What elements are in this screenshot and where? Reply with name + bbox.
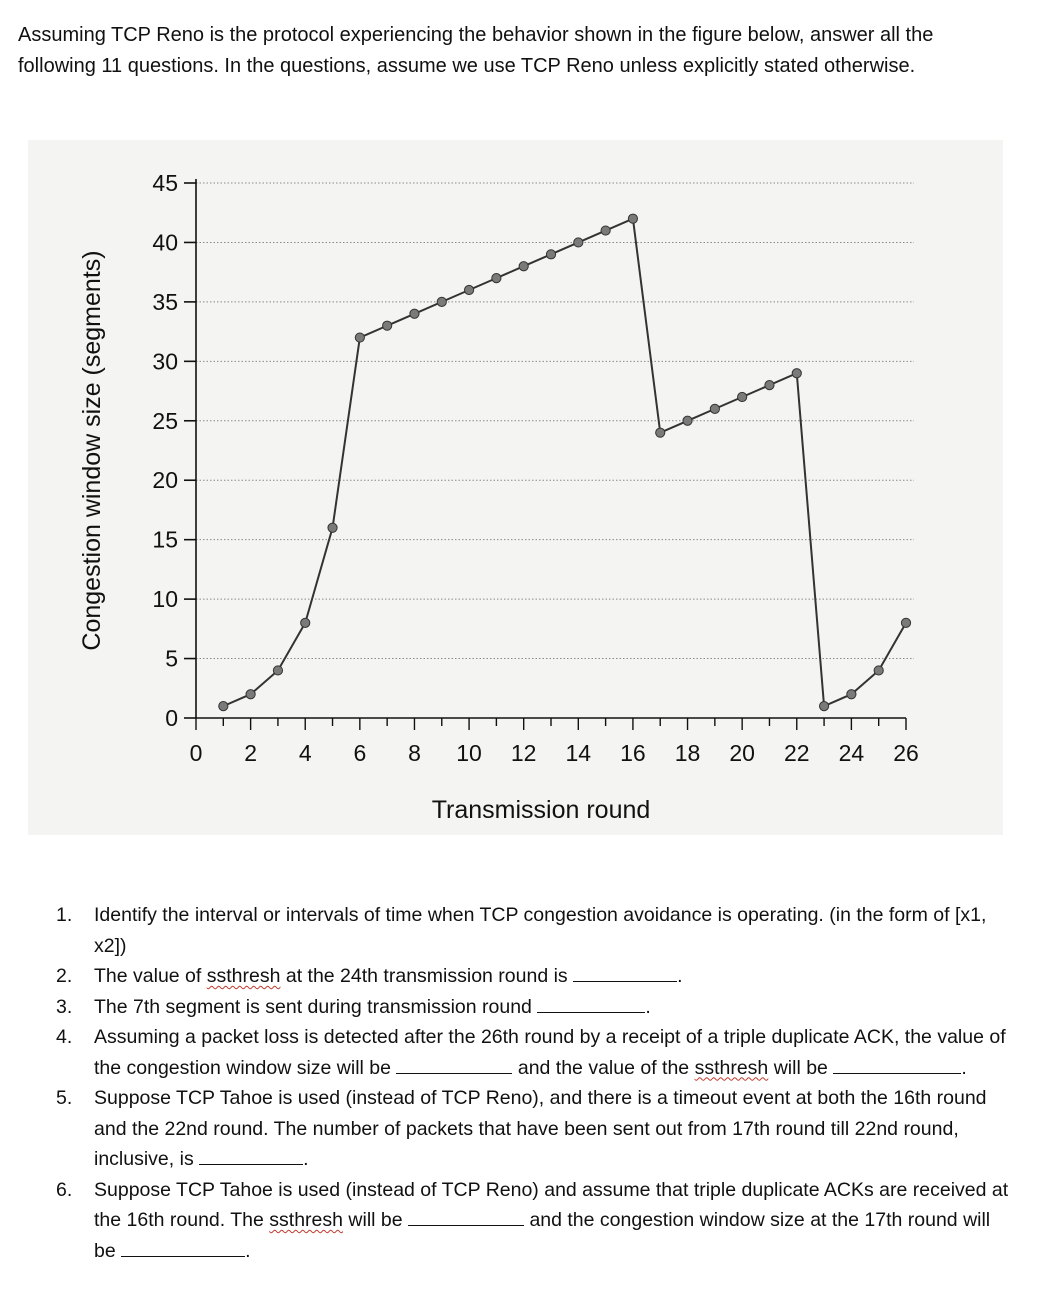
question-number: 6. <box>56 1178 73 1201</box>
question-1 <box>56 900 1016 961</box>
ssthresh-term: ssthresh <box>206 965 281 987</box>
x-tick-label: 20 <box>729 740 755 766</box>
x-tick-label: 16 <box>620 740 646 766</box>
question-number: 4. <box>56 1026 73 1048</box>
data-point <box>765 381 774 390</box>
question-text: and the value of the <box>517 1056 690 1079</box>
data-point <box>819 702 828 711</box>
question-number: 2. <box>56 965 73 987</box>
x-axis-label: Transmission round <box>431 796 651 824</box>
x-tick-label: 6 <box>353 740 367 766</box>
y-tick-label: 35 <box>152 288 178 315</box>
question-2 <box>56 961 1016 992</box>
x-tick-label: 18 <box>674 740 701 766</box>
question-text: Assuming a packet loss is detected after the 26th round by a receipt of a triple duplicate ACK, the value of the congestion window size will be <box>94 1026 1006 1079</box>
question-text: Identify the interval or intervals of time when TCP congestion avoidance is operating. (in the form of [x1, x2]) <box>94 904 987 957</box>
ssthresh-term: ssthresh <box>269 1209 343 1231</box>
x-tick-label: 14 <box>565 740 592 766</box>
x-tick-label: 8 <box>408 740 421 766</box>
y-tick-label: 45 <box>152 170 178 196</box>
data-point <box>246 690 255 699</box>
data-point <box>383 321 392 330</box>
data-point <box>901 618 910 627</box>
question-text: . <box>245 1239 251 1262</box>
y-tick-label: 10 <box>152 586 178 613</box>
data-point <box>519 262 528 271</box>
y-tick-label: 15 <box>152 526 178 553</box>
x-tick-label: 0 <box>189 740 203 766</box>
question-6 <box>56 1175 1016 1267</box>
question-number: 3. <box>56 995 73 1018</box>
question-text: . <box>961 1056 967 1079</box>
x-tick-label: 10 <box>456 740 482 766</box>
data-point <box>574 238 583 247</box>
question-text: will be <box>768 1056 828 1079</box>
question-text: The value of <box>94 965 207 987</box>
data-point <box>301 618 310 627</box>
ssthresh-term: ssthresh <box>694 1056 769 1079</box>
series-line <box>223 219 906 706</box>
data-point <box>355 333 364 342</box>
intro-text: Assuming TCP Reno is the protocol experiencing the behavior shown in the figure below, answer all the following 11 questions. In the questions, assume we use TCP Reno unless explicitly stated otherwise. <box>18 24 934 77</box>
data-point <box>273 666 282 675</box>
question-text: Suppose TCP Tahoe is used (instead of TCP Reno), and there is a timeout event at both the 16th round and the 22nd round. The number of packets that have been sent out from 17th round till 22nd round, inclusive, is <box>94 1087 987 1170</box>
data-point <box>874 666 883 675</box>
data-point <box>410 309 419 318</box>
data-point <box>738 392 747 401</box>
x-tick-label: 4 <box>298 740 312 766</box>
data-point <box>328 523 337 532</box>
data-point <box>628 214 637 223</box>
data-point <box>219 702 228 711</box>
question-number: 1. <box>56 904 73 926</box>
question-text: at the 24th transmission round is <box>280 965 568 987</box>
question-text: will be <box>342 1209 403 1231</box>
x-tick-label: 26 <box>893 740 919 766</box>
y-tick-label: 5 <box>165 645 178 672</box>
data-point <box>710 404 719 413</box>
question-3 <box>56 992 1016 1023</box>
question-text: and the congestion window size at the 17th round will be <box>94 1209 991 1262</box>
x-tick-label: 12 <box>510 740 537 766</box>
chart-svg <box>28 140 1003 835</box>
y-axis-label: Congestion window size (segments) <box>78 250 106 651</box>
data-point <box>464 285 473 294</box>
data-point <box>546 250 555 259</box>
data-point <box>792 369 801 378</box>
answer-blank[interactable] <box>199 1147 303 1165</box>
answer-blank[interactable] <box>833 1056 961 1074</box>
question-text: Suppose TCP Tahoe is used (instead of TCP Reno) and assume that triple duplicate ACKs are received at the 16th round. The <box>94 1178 1009 1231</box>
data-point <box>601 226 610 235</box>
question-text: . <box>677 965 683 987</box>
answer-blank[interactable] <box>573 964 677 982</box>
data-point <box>683 416 692 425</box>
y-tick-label: 20 <box>152 467 178 494</box>
data-point <box>847 690 856 699</box>
data-point <box>656 428 665 437</box>
x-tick-label: 2 <box>244 740 258 766</box>
answer-blank[interactable] <box>121 1239 245 1257</box>
y-tick-label: 0 <box>165 705 178 731</box>
question-text: The 7th segment is sent during transmission round <box>94 995 532 1018</box>
x-tick-label: 24 <box>838 740 865 766</box>
question-5 <box>56 1083 1016 1175</box>
x-tick-label: 22 <box>783 740 810 766</box>
question-text: . <box>645 995 651 1018</box>
question-4 <box>56 1022 1016 1083</box>
question-text: . <box>303 1148 309 1170</box>
y-tick-label: 25 <box>152 407 178 434</box>
y-tick-label: 40 <box>152 229 178 256</box>
question-number: 5. <box>56 1087 73 1109</box>
data-point <box>492 274 501 283</box>
y-tick-label: 30 <box>152 348 178 375</box>
question-list <box>56 900 1016 1266</box>
answer-blank[interactable] <box>396 1056 512 1074</box>
data-point <box>437 297 446 306</box>
answer-blank[interactable] <box>408 1208 524 1226</box>
congestion-window-chart <box>28 140 1003 835</box>
answer-blank[interactable] <box>537 995 645 1013</box>
